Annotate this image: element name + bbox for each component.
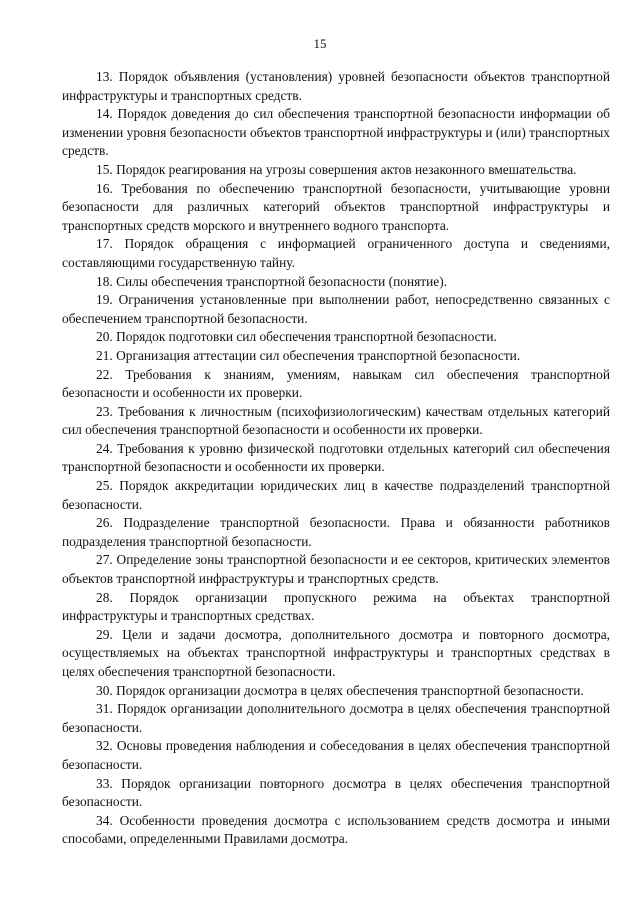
numbered-list: [62, 68, 610, 849]
list-item: 25. Порядок аккредитации юридических лиц в качестве подразделений транспортной безопасности.: [62, 478, 610, 512]
list-item: 20. Порядок подготовки сил обеспечения транспортной безопасности.: [96, 329, 497, 345]
list-item: 26. Подразделение транспортной безопасности. Права и обязанности работников подразделения транспортной безопасности.: [62, 515, 610, 549]
list-item: 16. Требования по обеспечению транспортной безопасности, учитывающие уровни безопасности для различных категорий объектов транспортной инфраструктуры и транспортных средств морского и внутреннего водного транспорта.: [62, 180, 610, 233]
list-item: 28. Порядок организации пропускного режима на объектах транспортной инфраструктуры и транспортных средствах.: [62, 589, 610, 624]
list-item: 30. Порядок организации досмотра в целях обеспечения транспортной безопасности.: [96, 682, 584, 698]
list-item: 33. Порядок организации повторного досмотра в целях обеспечения транспортной безопасности.: [62, 775, 610, 810]
list-item: 17. Порядок обращения с информацией ограниченного доступа и сведениями, составляющими государственную тайну.: [62, 236, 610, 270]
list-item: 13. Порядок объявления (установления) уровней безопасности объектов транспортной инфраструктуры и транспортных средств.: [62, 69, 610, 103]
list-item: 31. Порядок организации дополнительного досмотра в целях обеспечения транспортной безопасности.: [62, 701, 610, 735]
list-item: 23. Требования к личностным (психофизиологическим) качествам отдельных категорий сил обеспечения транспортной безопасности и особенности их проверки.: [62, 403, 610, 438]
list-item: 14. Порядок доведения до сил обеспечения транспортной безопасности информации об изменении уровня безопасности объектов транспортной инфраструктуры и (или) транспортных средств.: [62, 106, 610, 159]
list-item: 18. Силы обеспечения транспортной безопасности (понятие).: [96, 273, 448, 289]
list-item: 29. Цели и задачи досмотра, дополнительного досмотра и повторного досмотра, осуществляемых на объектах транспортной инфраструктуры и транспортных средствах в целях обеспечения транспортной безопасности.: [62, 626, 610, 679]
list-item: 22. Требования к знаниям, умениям, навыкам сил обеспечения транспортной безопасности и особенности их проверки.: [62, 366, 610, 401]
list-item: 34. Особенности проведения досмотра с использованием средств досмотра и иными способами, определенными Правилами досмотра.: [62, 812, 610, 847]
list-item: 27. Определение зоны транспортной безопасности и ее секторов, критических элементов объектов транспортной инфраструктуры и транспортных средств.: [62, 552, 610, 587]
page-number: 15: [313, 36, 327, 51]
list-item: 15. Порядок реагирования на угрозы совершения актов незаконного вмешательства.: [96, 161, 577, 177]
list-item: 32. Основы проведения наблюдения и собеседования в целях обеспечения транспортной безопасности.: [62, 738, 610, 772]
list-item: 19. Ограничения установленные при выполнении работ, непосредственно связанных с обеспечением транспортной безопасности.: [62, 292, 610, 326]
list-item: 24. Требования к уровню физической подготовки отдельных категорий сил обеспечения транспортной безопасности и особенности их проверки.: [62, 440, 610, 475]
list-item: 21. Организация аттестации сил обеспечения транспортной безопасности.: [96, 347, 521, 363]
